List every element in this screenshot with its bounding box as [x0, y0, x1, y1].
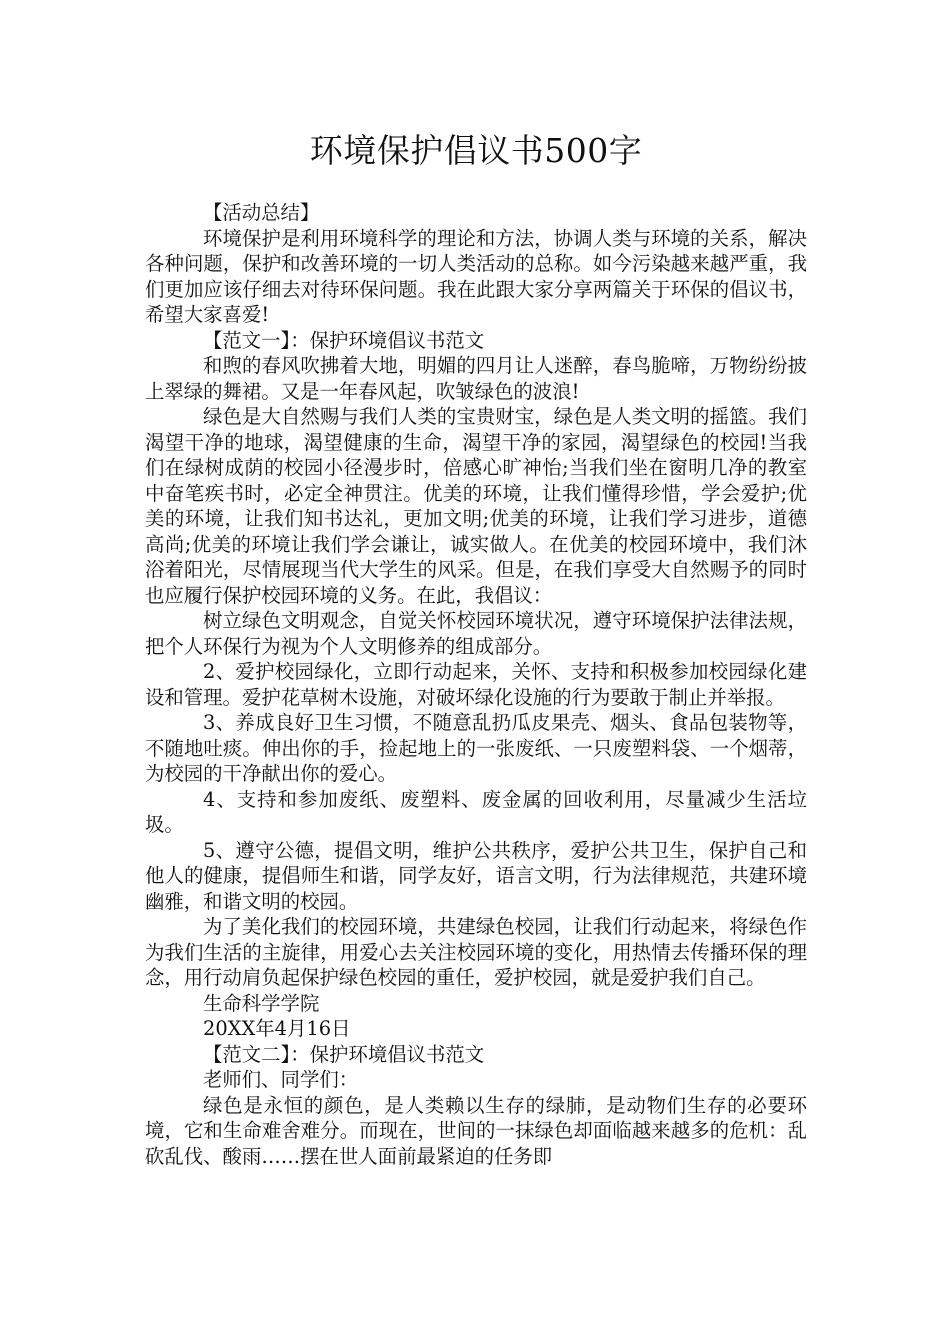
document-body — [145, 200, 807, 1169]
paragraph: 4、支持和参加废纸、废塑料、废金属的回收利用，尽量减少生活垃圾。 — [145, 787, 807, 836]
paragraph: 和煦的春风吹拂着大地，明媚的四月让人迷醉，春鸟脆啼，万物纷纷披上翠绿的舞裙。又是一年春风起，吹皱绿色的波浪! — [145, 354, 807, 403]
paragraph: 5、遵守公德，提倡文明，维护公共秩序，爱护公共卫生，保护自己和他人的健康，提倡师生和谐，同学友好，语言文明，行为法律规范，共建环境幽雅，和谐文明的校园。 — [145, 838, 807, 913]
section-heading: 【范文一】：保护环境倡议书范文 — [203, 328, 485, 352]
paragraph: 绿色是大自然赐与我们人类的宝贵财宝，绿色是人类文明的摇篮。我们渴望干净的地球，渴望健康的生命，渴望干净的家园，渴望绿色的校园!当我们在绿树成荫的校园小径漫步时，倍感心旷神怡;当我们坐在窗明几净的教室中奋笔疾书时，必定全神贯注。优美的环境，让我们懂得珍惜，学会爱护;优美的环境，让我们知书达礼，更加文明;优美的环境，让我们学习进步，道德高尚;优美的环境让我们学会谦让，诚实做人。在优美的校园环境中，我们沐浴着阳光，尽情展现当代大学生的风采。但是，在我们享受大自然赐予的同时也应履行保护校园环境的义务。在此，我倡议： — [145, 405, 807, 607]
document-title: 环境保护倡议书500字 — [309, 131, 643, 170]
signature-org: 生命科学学院 — [203, 991, 320, 1015]
paragraph: 绿色是永恒的颜色，是人类赖以生存的绿肺，是动物们生存的必要环境，它和生命难舍难分。而现在，世间的一抹绿色却面临越来越多的危机：乱砍乱伐、酸雨……摆在世人面前最紧迫的任务即 — [145, 1093, 807, 1168]
paragraph: 为了美化我们的校园环境，共建绿色校园，让我们行动起来，将绿色作为我们生活的主旋律，用爱心去关注校园环境的变化，用热情去传播环保的理念，用行动肩负起保护绿色校园的重任，爱护校园，就是爱护我们自己。 — [145, 915, 807, 989]
paragraph: 3、养成良好卫生习惯，不随意乱扔瓜皮果壳、烟头、食品包装物等，不随地吐痰。伸出你的手，捡起地上的一张废纸、一只废塑料袋、一个烟蒂，为校园的干净献出你的爱心。 — [145, 711, 807, 785]
salutation: 老师们、同学们： — [203, 1068, 359, 1091]
section-heading: 【范文二】：保护环境倡议书范文 — [203, 1042, 485, 1066]
section-heading: 【活动总结】 — [203, 201, 320, 224]
document-page — [145, 128, 807, 1169]
signature-date: 20XX年4月16日 — [203, 1017, 351, 1040]
paragraph: 2、爱护校园绿化，立即行动起来，关怀、支持和积极参加校园绿化建设和管理。爱护花草树木设施，对破坏绿化设施的行为要敢于制止并举报。 — [145, 660, 807, 709]
paragraph: 环境保护是利用环境科学的理论和方法，协调人类与环境的关系，解决各种问题，保护和改善环境的一切人类活动的总称。如今污染越来越严重，我们更加应该仔细去对待环保问题。我在此跟大家分享两篇关于环保的倡议书，希望大家喜爱! — [145, 226, 807, 326]
paragraph: 树立绿色文明观念，自觉关怀校园环境状况，遵守环境保护法律法规，把个人环保行为视为个人文明修养的组成部分。 — [145, 609, 807, 658]
